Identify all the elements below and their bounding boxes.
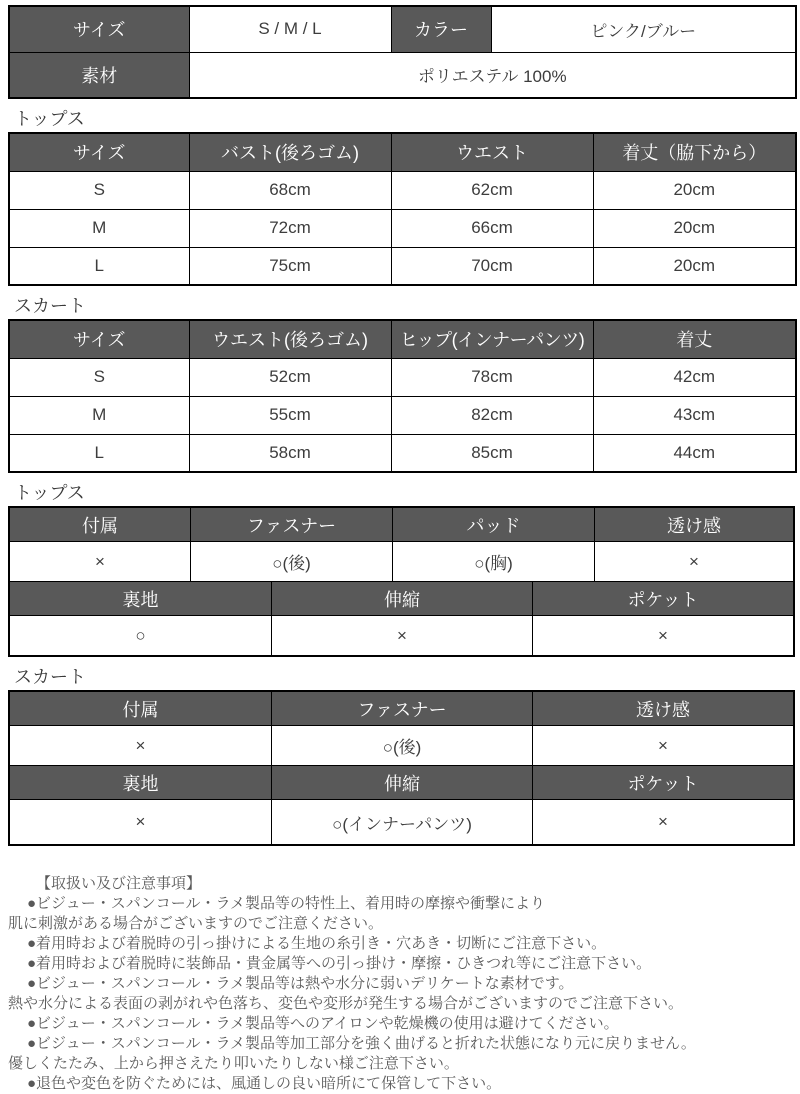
column-header: 着丈（脇下から） bbox=[593, 133, 796, 171]
cell-value: 55cm bbox=[189, 396, 391, 434]
material-label: 素材 bbox=[9, 52, 189, 98]
table-row bbox=[9, 358, 796, 396]
column-header: 透け感 bbox=[532, 692, 793, 725]
cell-value: M bbox=[9, 209, 189, 247]
column-header: 裏地 bbox=[10, 582, 271, 615]
cell-value: ○(インナーパンツ) bbox=[271, 800, 532, 844]
cell-value: M bbox=[9, 396, 189, 434]
cell-value: ○(後) bbox=[190, 542, 392, 581]
section-label-skirt-detail: スカート bbox=[14, 667, 86, 687]
note-line: ●ビジュー・スパンコール・ラメ製品等へのアイロンや乾燥機の使用は避けてください。 bbox=[27, 1015, 619, 1032]
section-label-tops-size: トップス bbox=[14, 109, 85, 129]
cell-value: 85cm bbox=[391, 434, 593, 472]
cell-value: × bbox=[532, 800, 793, 844]
material-value: ポリエステル 100% bbox=[189, 52, 796, 98]
table-row bbox=[9, 52, 796, 98]
cell-value: × bbox=[594, 542, 793, 581]
table-row bbox=[9, 171, 796, 209]
column-header: 付属 bbox=[10, 692, 271, 725]
cell-value: 20cm bbox=[593, 209, 796, 247]
column-header: 着丈 bbox=[593, 320, 796, 358]
cell-value: 20cm bbox=[593, 171, 796, 209]
column-header: ポケット bbox=[532, 766, 793, 799]
cell-value: 72cm bbox=[189, 209, 391, 247]
section-label-tops-detail: トップス bbox=[14, 483, 85, 503]
table-row bbox=[10, 799, 793, 844]
cell-value: 43cm bbox=[593, 396, 796, 434]
table-header-row bbox=[9, 133, 796, 171]
column-header: 透け感 bbox=[594, 508, 793, 541]
cell-value: × bbox=[271, 616, 532, 655]
cell-value: S bbox=[9, 171, 189, 209]
cell-value: × bbox=[95, 551, 105, 571]
cell-value: 68cm bbox=[189, 171, 391, 209]
column-header: 付属 bbox=[10, 508, 190, 541]
column-header: 伸縮 bbox=[271, 766, 532, 799]
note-line: ●着用時および着脱時の引っ掛けによる生地の糸引き・穴あき・切断にご注意下さい。 bbox=[27, 935, 607, 952]
table-row bbox=[9, 434, 796, 472]
cell-value: ○ bbox=[135, 625, 146, 645]
table-row bbox=[9, 247, 796, 285]
column-header: ファスナー bbox=[190, 508, 392, 541]
tops-features-table bbox=[8, 506, 795, 657]
column-header: パッド bbox=[392, 508, 594, 541]
cell-value: 82cm bbox=[391, 396, 593, 434]
table-row bbox=[9, 209, 796, 247]
note-line: ●着用時および着脱時に装飾品・貴金属等への引っ掛け・摩擦・ひきつれ等にご注意下さい。 bbox=[27, 955, 652, 972]
column-header: サイズ bbox=[9, 133, 189, 171]
note-line: ●退色や変色を防ぐためには、風通しの良い暗所にて保管して下さい。 bbox=[27, 1075, 502, 1092]
cell-value: × bbox=[532, 726, 793, 765]
cell-value: 44cm bbox=[593, 434, 796, 472]
cell-value: × bbox=[532, 616, 793, 655]
cell-value: 58cm bbox=[189, 434, 391, 472]
cell-value: × bbox=[135, 735, 146, 755]
cell-value: ○(胸) bbox=[392, 542, 594, 581]
cell-value: × bbox=[135, 812, 146, 831]
cell-value: S bbox=[9, 358, 189, 396]
cell-value: ○(後) bbox=[271, 726, 532, 765]
note-line: ●ビジュー・スパンコール・ラメ製品等は熱や水分に弱いデリケートな素材です。 bbox=[27, 975, 574, 992]
skirt-size-table bbox=[8, 319, 797, 473]
tops-size-table bbox=[8, 132, 797, 286]
table-row bbox=[9, 396, 796, 434]
skirt-features-table bbox=[8, 690, 795, 846]
column-header: サイズ bbox=[9, 320, 189, 358]
cell-value: 20cm bbox=[593, 247, 796, 285]
table-header-row bbox=[10, 508, 793, 541]
column-header: ヒップ(インナーパンツ) bbox=[391, 320, 593, 358]
table-header-row bbox=[10, 765, 793, 799]
table-row bbox=[10, 615, 793, 655]
handling-notes bbox=[8, 874, 795, 1094]
cell-value: 78cm bbox=[391, 358, 593, 396]
table-header-row bbox=[10, 581, 793, 615]
column-header: 裏地 bbox=[10, 766, 271, 799]
note-line: ●ビジュー・スパンコール・ラメ製品等加工部分を強く曲げると折れた状態になり元に戻りません。 bbox=[27, 1035, 696, 1052]
table-header-row bbox=[9, 320, 796, 358]
note-line: 優しくたたみ、上から押さえたり叩いたりしない様ご注意下さい。 bbox=[8, 1055, 459, 1072]
table-row bbox=[10, 541, 793, 581]
note-line: 肌に刺激がある場合がございますのでご注意ください。 bbox=[8, 915, 384, 932]
cell-value: 42cm bbox=[593, 358, 796, 396]
color-value: ピンク/ブルー bbox=[491, 6, 796, 52]
column-header: バスト(後ろゴム) bbox=[189, 133, 391, 171]
cell-value: L bbox=[9, 247, 189, 285]
column-header: 伸縮 bbox=[271, 582, 532, 615]
cell-value: L bbox=[9, 434, 189, 472]
column-header: ポケット bbox=[532, 582, 793, 615]
cell-value: 52cm bbox=[189, 358, 391, 396]
column-header: ファスナー bbox=[271, 692, 532, 725]
color-label: カラー bbox=[391, 6, 491, 52]
notes-title: 【取扱い及び注意事項】 bbox=[36, 875, 202, 892]
column-header: ウエスト(後ろゴム) bbox=[189, 320, 391, 358]
table-header-row bbox=[10, 692, 793, 725]
cell-value: 75cm bbox=[189, 247, 391, 285]
column-header: ウエスト bbox=[391, 133, 593, 171]
cell-value: 70cm bbox=[391, 247, 593, 285]
cell-value: 66cm bbox=[391, 209, 593, 247]
note-line: ●ビジュー・スパンコール・ラメ製品等の特性上、着用時の摩擦や衝撃により bbox=[27, 895, 546, 912]
section-label-skirt-size: スカート bbox=[14, 296, 86, 316]
note-line: 熱や水分による表面の剥がれや色落ち、変色や変形が発生する場合がございますのでご注意下さい。 bbox=[8, 995, 684, 1012]
size-label: サイズ bbox=[9, 6, 189, 52]
cell-value: 62cm bbox=[391, 171, 593, 209]
summary-table bbox=[8, 5, 797, 99]
table-row bbox=[10, 725, 793, 765]
table-row bbox=[9, 6, 796, 52]
size-value: S / M / L bbox=[189, 6, 391, 52]
